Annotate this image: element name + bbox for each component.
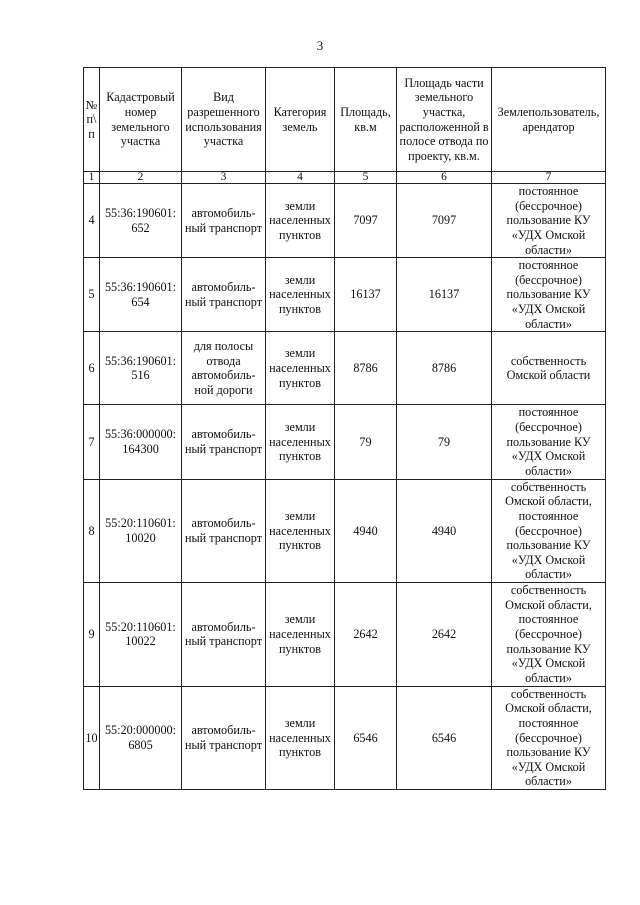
cadastral-number: 55:36:000000: 164300 — [100, 405, 182, 479]
land-user: собственность Омской области, постоянное (бессрочное) пользование КУ «УДХ Омской области» — [492, 479, 606, 582]
area: 6546 — [335, 686, 397, 789]
land-plots-table — [83, 67, 606, 790]
table-row — [84, 583, 606, 686]
area: 4940 — [335, 479, 397, 582]
header-permitted-use: Вид разрешенного использования участка — [182, 68, 266, 172]
cadastral-number: 55:20:000000: 6805 — [100, 686, 182, 789]
permitted-use: автомобиль- ный транспорт — [182, 479, 266, 582]
header-number: № п\ п — [84, 68, 100, 172]
cadastral-number: 55:36:190601: 654 — [100, 258, 182, 332]
permitted-use: автомобиль- ный транспорт — [182, 258, 266, 332]
row-number: 5 — [84, 258, 100, 332]
land-category: земли населенных пунктов — [266, 184, 335, 258]
land-user: постоянное (бессрочное) пользование КУ «УДХ Омской области» — [492, 258, 606, 332]
cadastral-number: 55:20:110601: 10020 — [100, 479, 182, 582]
permitted-use: автомобиль- ный транспорт — [182, 583, 266, 686]
permitted-use: автомобиль- ный транспорт — [182, 184, 266, 258]
header-land-category: Категория земель — [266, 68, 335, 172]
permitted-use: автомобиль- ный транспорт — [182, 405, 266, 479]
area-in-strip: 79 — [397, 405, 492, 479]
column-number-row — [84, 172, 606, 184]
header-area: Площадь, кв.м — [335, 68, 397, 172]
table-row — [84, 332, 606, 405]
table-row — [84, 184, 606, 258]
row-number: 10 — [84, 686, 100, 789]
area: 79 — [335, 405, 397, 479]
area-in-strip: 7097 — [397, 184, 492, 258]
column-number: 3 — [182, 172, 266, 184]
land-user: собственность Омской области, постоянное (бессрочное) пользование КУ «УДХ Омской области» — [492, 583, 606, 686]
land-category: земли населенных пунктов — [266, 583, 335, 686]
area: 16137 — [335, 258, 397, 332]
column-number: 4 — [266, 172, 335, 184]
row-number: 9 — [84, 583, 100, 686]
column-number: 6 — [397, 172, 492, 184]
page-number: 3 — [316, 38, 324, 53]
area-in-strip: 4940 — [397, 479, 492, 582]
table-row — [84, 258, 606, 332]
row-number: 8 — [84, 479, 100, 582]
header-land-user: Землепользователь, арендатор — [492, 68, 606, 172]
land-user: постоянное (бессрочное) пользование КУ «УДХ Омской области» — [492, 184, 606, 258]
area: 7097 — [335, 184, 397, 258]
column-number: 1 — [84, 172, 100, 184]
area-in-strip: 16137 — [397, 258, 492, 332]
table-row — [84, 686, 606, 789]
header-cadastral-number: Кадастровый номер земельного участка — [100, 68, 182, 172]
row-number: 4 — [84, 184, 100, 258]
land-user: собственность Омской области, постоянное (бессрочное) пользование КУ «УДХ Омской области» — [492, 686, 606, 789]
land-category: земли населенных пунктов — [266, 686, 335, 789]
column-number: 2 — [100, 172, 182, 184]
cadastral-number: 55:36:190601: 516 — [100, 332, 182, 405]
cadastral-number: 55:36:190601: 652 — [100, 184, 182, 258]
area-in-strip: 8786 — [397, 332, 492, 405]
area: 2642 — [335, 583, 397, 686]
row-number: 6 — [84, 332, 100, 405]
cadastral-number: 55:20:110601: 10022 — [100, 583, 182, 686]
table-header-row — [84, 68, 606, 172]
area-in-strip: 6546 — [397, 686, 492, 789]
table-row — [84, 479, 606, 582]
area: 8786 — [335, 332, 397, 405]
land-category: земли населенных пунктов — [266, 332, 335, 405]
permitted-use: автомобиль- ный транспорт — [182, 686, 266, 789]
permitted-use: для полосы отвода автомобиль- ной дороги — [182, 332, 266, 405]
land-user: собственность Омской области — [492, 332, 606, 405]
table-row — [84, 405, 606, 479]
area-in-strip: 2642 — [397, 583, 492, 686]
row-number: 7 — [84, 405, 100, 479]
column-number: 5 — [335, 172, 397, 184]
land-category: земли населенных пунктов — [266, 258, 335, 332]
land-category: земли населенных пунктов — [266, 405, 335, 479]
land-user: постоянное (бессрочное) пользование КУ «УДХ Омской области» — [492, 405, 606, 479]
column-number: 7 — [492, 172, 606, 184]
land-category: земли населенных пунктов — [266, 479, 335, 582]
header-area-in-strip: Площадь части земельного участка, расположенной в полосе отвода по проекту, кв.м. — [397, 68, 492, 172]
